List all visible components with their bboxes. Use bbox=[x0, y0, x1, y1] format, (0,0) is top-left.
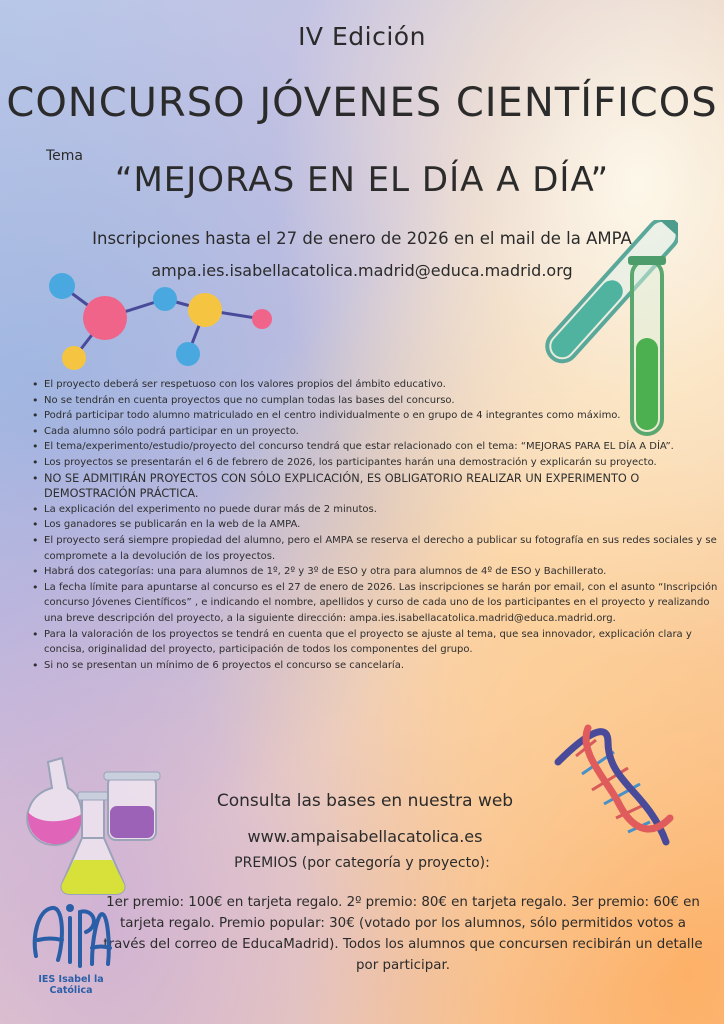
rule-item: • Podrá participar todo alumno matriculado en el centro individualmente o en grupo de 4 integrantes como máximo. bbox=[44, 408, 724, 424]
rule-item: • La fecha límite para apuntarse al concurso es el 27 de enero de 2026. Las inscripciones se harán por email, con el asunto “Inscripción concurso Jóvenes Científicos” , e indicando el nombre, apellidos y curso de cada uno de los participantes en el proyecto y realizando una breve descripción del proyecto, a la siguiente dirección: ampa.ies.isabellacatolica.madrid@educa.madrid.org. bbox=[44, 580, 724, 627]
school-name: IES Isabel la Católica bbox=[38, 974, 104, 996]
tema-label: Tema bbox=[46, 148, 84, 164]
molecule-icon bbox=[38, 268, 283, 378]
consult-label: Consulta las bases en nuestra web bbox=[216, 791, 514, 811]
contact-email[interactable]: ampa.ies.isabellacatolica.madrid@educa.madrid.org bbox=[151, 261, 573, 280]
registration-deadline: Inscripciones hasta el 27 de enero de 2026 en el mail de la AMPA bbox=[92, 229, 632, 248]
website-link[interactable]: www.ampaisabellacatolica.es bbox=[247, 827, 483, 846]
rule-item: • Cada alumno sólo podrá participar en un proyecto. bbox=[44, 424, 724, 440]
rule-item: • El tema/experimento/estudio/proyecto del concurso tendrá que estar relacionado con el tema: “MEJORAS PARA EL DÍA A DÍA”. bbox=[44, 439, 724, 455]
rule-item: • La explicación del experimento no puede durar más de 2 minutos. bbox=[44, 502, 724, 518]
contest-topic: “MEJORAS EN EL DÍA A DÍA” bbox=[114, 160, 610, 200]
edition-label: IV Edición bbox=[298, 22, 426, 51]
prizes-text: 1er premio: 100€ en tarjeta regalo. 2º premio: 80€ en tarjeta regalo. 3er premio: 60€ en tarjeta regalo. Premio popular: 30€ (votado por los alumnos, sólo permitidos votos a través del correo de EducaMadrid). Todos los alumnos que concursen recibirán un detalle por participar. bbox=[103, 895, 703, 974]
flasks-icon bbox=[18, 748, 168, 898]
rule-item: • El proyecto deberá ser respetuoso con los valores propios del ámbito educativo. bbox=[44, 377, 724, 393]
rule-item: • Los proyectos se presentarán el 6 de febrero de 2026, los participantes harán una demostración y explicarán su proyecto. bbox=[44, 455, 724, 471]
prizes-title: PREMIOS (por categoría y proyecto): bbox=[234, 855, 490, 871]
rule-item: • No se tendrán en cuenta proyectos que no cumplan todas las bases del concurso. bbox=[44, 393, 724, 409]
rule-item: • Los ganadores se publicarán en la web de la AMPA. bbox=[44, 517, 724, 533]
rule-item: • El proyecto será siempre propiedad del alumno, pero el AMPA se reserva el derecho a publicar su fotografía en sus redes sociales y se compromete a la devolución de los proyectos. bbox=[44, 533, 724, 564]
rule-item: • Si no se presentan un mínimo de 6 proyectos el concurso se cancelaría. bbox=[44, 658, 724, 674]
contest-title: CONCURSO JÓVENES CIENTÍFICOS bbox=[6, 80, 718, 126]
rules-list bbox=[30, 377, 724, 673]
rule-item: • Habrá dos categorías: una para alumnos de 1º, 2º y 3º de ESO y otra para alumnos de 4º de ESO y Bachillerato. bbox=[44, 564, 724, 580]
rule-item: • Para la valoración de los proyectos se tendrá en cuenta que el proyecto se ajuste al tema, que sea innovador, explicación clara y concisa, originalidad del proyecto, participación de todos los componentes del grupo. bbox=[44, 627, 724, 658]
dna-icon bbox=[548, 722, 678, 862]
rule-item: • NO SE ADMITIRÁN PROYECTOS CON SÓLO EXPLICACIÓN, ES OBLIGATORIO REALIZAR UN EXPERIMENTO O DEMOSTRACIÓN PRÁCTICA. bbox=[44, 471, 724, 502]
ampa-logo-icon bbox=[28, 896, 112, 974]
